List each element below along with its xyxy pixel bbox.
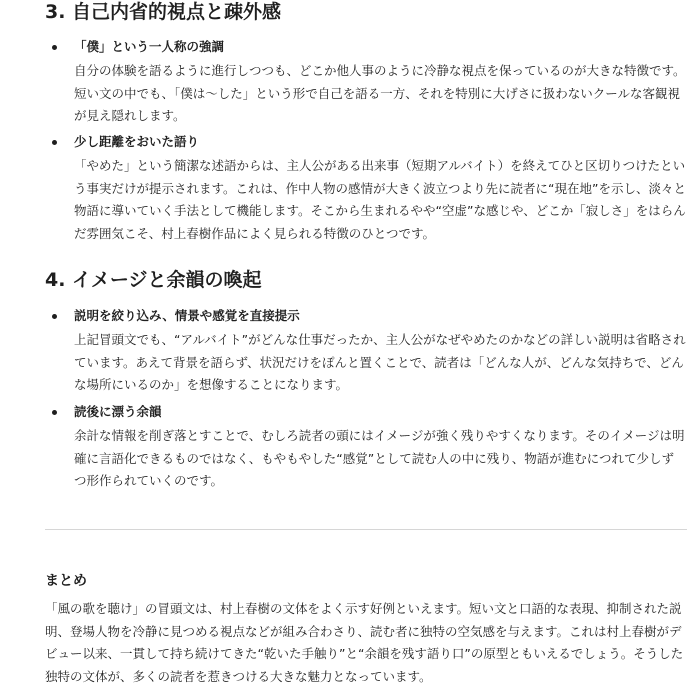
item-body: 「やめた」という簡潔な述語からは、主人公がある出来事（短期アルバイト）を終えてひと区切りつけたという事実だけが提示されます。これは、作中人物の感情が大きく波立つより先に読者に“現在地”を示し、淡々と物語に導いていく手法として機能します。そこから生まれるやや“空虚”な感じや、どこか「寂しさ」をはらんだ雰囲気こそ、村上春樹作品によく見られる特徴のひとつです。 (74, 158, 686, 241)
item-body: 余計な情報を削ぎ落とすことで、むしろ読者の頭にはイメージが強く残りやすくなります。そのイメージは明確に言語化できるものではなく、もやもやした“感覚”として読む人の中に残り、物語が進むにつれて少しずつ形作られていくのです。 (74, 428, 685, 488)
item-body: 自分の体験を語るように進行しつつも、どこか他人事のように冷静な視点を保っているのが大きな特徴です。短い文の中でも、「僕は～した」という形で自己を語る一方、それを特別に大げさに扱わないクールな客観視が見え隠れします。 (74, 63, 686, 123)
section-divider (45, 529, 687, 530)
summary-body: 「風の歌を聴け」の冒頭文は、村上春樹の文体をよく示す好例といえます。短い文と口語的な表現、抑制された説明、登場人物を冷静に見つめる視点などが組み合わさり、読む者に独特の空気感を与えます。これは村上春樹がデビュー以来、一貫して持ち続けてきた“乾いた手触り”と“余韻を残す語り口”の原型ともいえるでしょう。そうした独特の文体が、多くの読者を惹きつける大きな魅力となっています。 (45, 601, 684, 684)
item-title: 少し距離をおいた語り (74, 134, 200, 149)
bullet-icon (52, 314, 57, 319)
section-3-heading: 3. 自己内省的視点と疎外感 (45, 1, 282, 23)
summary-heading: まとめ (45, 573, 87, 589)
section-4-heading: 4. イメージと余韻の喚起 (45, 269, 262, 291)
bullet-icon (52, 410, 57, 415)
bullet-icon (52, 140, 57, 145)
item-title: 「僕」という一人称の強調 (74, 39, 225, 54)
item-title: 説明を絞り込み、情景や感覚を直接提示 (74, 308, 300, 323)
item-body: 上記冒頭文でも、“アルバイト”がどんな仕事だったか、主人公がなぜやめたのかなどの詳しい説明は省略されています。あえて背景を語らず、状況だけをぽんと置くことで、読者は「どんな人が、どんな気持ちで、どんな場所にいるのか」を想像することになります。 (74, 332, 686, 392)
item-title: 読後に漂う余韻 (74, 404, 162, 419)
bullet-icon (52, 45, 57, 50)
